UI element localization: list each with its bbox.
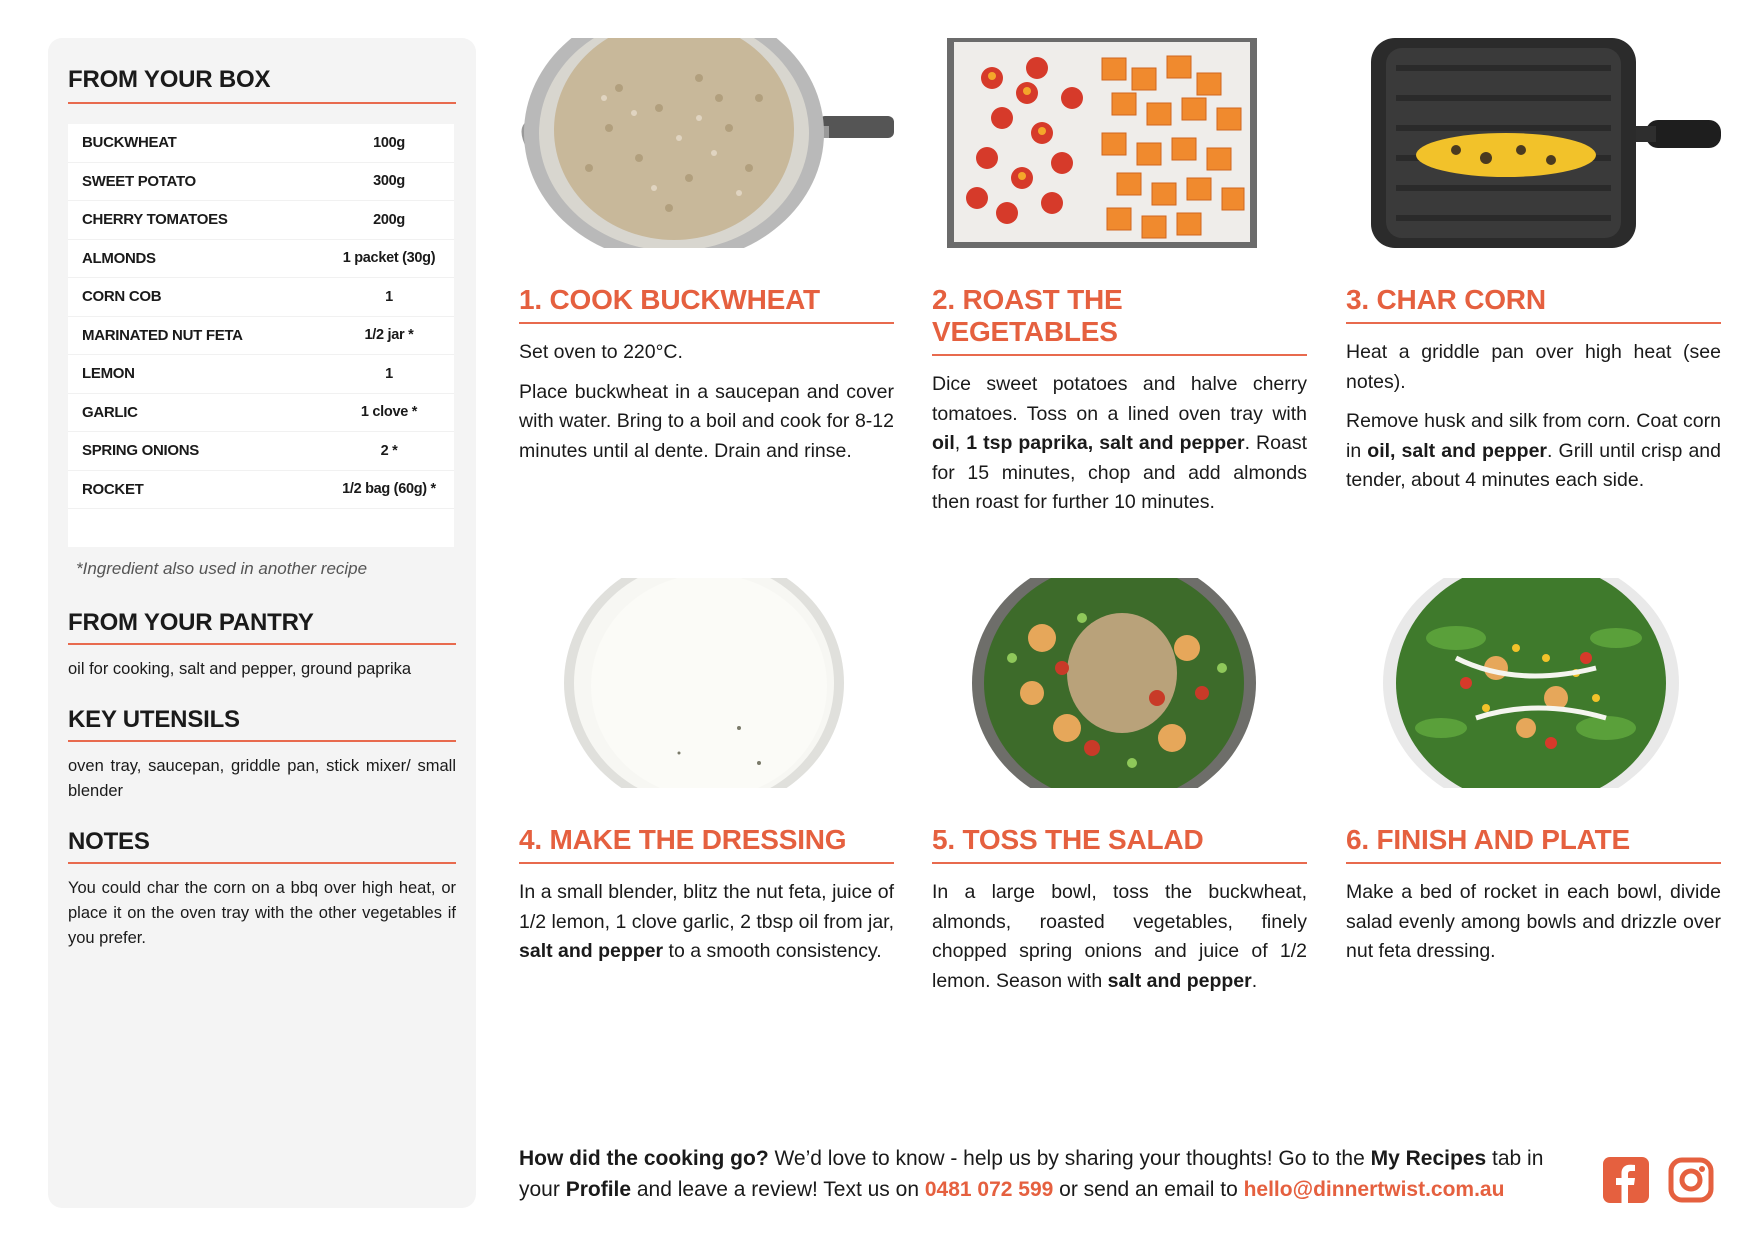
- ingredient-row: [68, 124, 454, 163]
- ingredient-name: LEMON: [82, 365, 135, 383]
- step-paragraph: In a large bowl, toss the buckwheat, almonds, roasted vegetables, finely chopped spring onions and juice of 1/2 lemon. Season with salt and pepper.: [932, 881, 1307, 992]
- ingredient-qty: 2 *: [380, 442, 398, 459]
- step-photo-buckwheat: [519, 38, 894, 248]
- ingredient-row: [68, 163, 454, 202]
- step-photo-char-corn: [1346, 38, 1721, 248]
- ingredient-name: BUCKWHEAT: [82, 134, 177, 152]
- ingredient-name: SWEET POTATO: [82, 172, 196, 190]
- pantry-heading: FROM YOUR PANTRY: [68, 609, 456, 645]
- ingredient-qty: 300g: [373, 173, 405, 190]
- ingredient-qty: 100g: [373, 134, 405, 151]
- ingredient-row: [68, 278, 454, 317]
- notes-section: [68, 828, 456, 951]
- ingredient-row: [68, 355, 454, 394]
- ingredient-row: [68, 240, 454, 279]
- step-title: 4. MAKE THE DRESSING: [519, 824, 894, 864]
- ingredient-row: [68, 394, 454, 433]
- utensils-section: [68, 706, 456, 804]
- step-title: 1. COOK BUCKWHEAT: [519, 284, 894, 324]
- ingredient-qty: 1: [385, 365, 393, 382]
- step-photo-toss-salad: [932, 578, 1307, 788]
- step-title: 6. FINISH AND PLATE: [1346, 824, 1721, 864]
- ingredient-qty: 200g: [373, 211, 405, 228]
- step-paragraph: Remove husk and silk from corn. Coat corn in oil, salt and pepper. Grill until crisp and tender, about 4 minutes each side.: [1346, 410, 1721, 491]
- step-paragraph: Heat a griddle pan over high heat (see notes).: [1346, 341, 1721, 393]
- pantry-section: [68, 609, 456, 682]
- instagram-icon[interactable]: [1668, 1157, 1714, 1203]
- step-photo-plated-salad: [1346, 578, 1721, 788]
- ingredient-qty: 1 packet (30g): [342, 250, 436, 267]
- step-paragraph: Dice sweet potatoes and halve cherry tomatoes. Toss on a lined oven tray with oil, 1 tsp paprika, salt and pepper. Roast for 15 minutes, chop and add almonds then roast for further 10 minutes.: [932, 373, 1307, 513]
- step-title: 2. ROAST THE VEGETABLES: [932, 284, 1307, 356]
- pantry-text: oil for cooking, salt and pepper, ground paprika: [68, 660, 412, 678]
- email-link[interactable]: hello@dinnertwist.com.au: [1243, 1178, 1505, 1201]
- step-instructions: [519, 338, 894, 466]
- step-title: 3. CHAR CORN: [1346, 284, 1721, 324]
- utensils-text: oven tray, saucepan, griddle pan, stick mixer/ small blender: [68, 757, 456, 800]
- notes-text: You could char the corn on a bbq over high heat, or place it on the oven tray with the other vegetables if you prefer.: [68, 879, 456, 947]
- step-paragraph: Set oven to 220°C.: [519, 341, 683, 363]
- ingredient-qty: 1/2 bag (60g) *: [342, 481, 436, 498]
- ingredients-panel: [48, 38, 476, 1208]
- step-photo-roast-vegetables: [932, 38, 1307, 248]
- step-6: [1346, 578, 1721, 967]
- ingredient-row: [68, 317, 454, 356]
- step-instructions: [1346, 338, 1721, 496]
- step-4: [519, 578, 894, 967]
- step-instructions: [932, 878, 1307, 996]
- review-callout: How did the cooking go? We’d love to know - help us by sharing your thoughts! Go to the My Recipes tab in your Profile and leave a review! Text us on 0481 072 599 or send an email to hello@dinnertwist.com.au: [519, 1147, 1544, 1201]
- step-paragraph: Place buckwheat in a saucepan and cover with water. Bring to a boil and cook for 8-12 minutes until al dente. Drain and rinse.: [519, 380, 894, 462]
- ingredient-qty: 1: [385, 288, 393, 305]
- ingredient-name: GARLIC: [82, 403, 138, 421]
- step-title: 5. TOSS THE SALAD: [932, 824, 1307, 864]
- step-3: [1346, 38, 1721, 496]
- step-instructions: [1346, 878, 1721, 967]
- phone-link[interactable]: 0481 072 599: [924, 1178, 1054, 1201]
- ingredient-footnote: *Ingredient also used in another recipe: [76, 559, 368, 578]
- ingredient-name: ROCKET: [82, 480, 144, 498]
- step-photo-dressing: [519, 578, 894, 788]
- from-your-box-heading: FROM YOUR BOX: [68, 66, 456, 104]
- facebook-icon[interactable]: [1603, 1157, 1649, 1203]
- ingredient-row: [68, 471, 454, 510]
- ingredient-row: [68, 201, 454, 240]
- utensils-heading: KEY UTENSILS: [68, 706, 456, 742]
- step-paragraph: In a small blender, blitz the nut feta, juice of 1/2 lemon, 1 clove garlic, 2 tbsp oil from jar, salt and pepper to a smooth consistency.: [519, 881, 895, 962]
- ingredient-name: CORN COB: [82, 288, 162, 306]
- ingredient-qty: 1 clove *: [360, 404, 418, 421]
- step-5: [932, 578, 1307, 996]
- step-instructions: [519, 878, 894, 967]
- ingredient-row-empty: [68, 509, 454, 547]
- step-paragraph: Make a bed of rocket in each bowl, divide salad evenly among bowls and drizzle over nut feta dressing.: [1346, 881, 1721, 962]
- ingredients-table: [68, 124, 454, 547]
- ingredient-row: [68, 432, 454, 471]
- step-1: [519, 38, 894, 466]
- notes-heading: NOTES: [68, 828, 456, 864]
- step-instructions: [932, 370, 1307, 518]
- ingredient-name: CHERRY TOMATOES: [82, 211, 228, 229]
- ingredient-qty: 1/2 jar *: [364, 327, 414, 344]
- ingredient-name: MARINATED NUT FETA: [82, 326, 243, 344]
- ingredient-name: SPRING ONIONS: [82, 442, 199, 460]
- step-2: [932, 38, 1307, 518]
- ingredient-name: ALMONDS: [82, 249, 156, 267]
